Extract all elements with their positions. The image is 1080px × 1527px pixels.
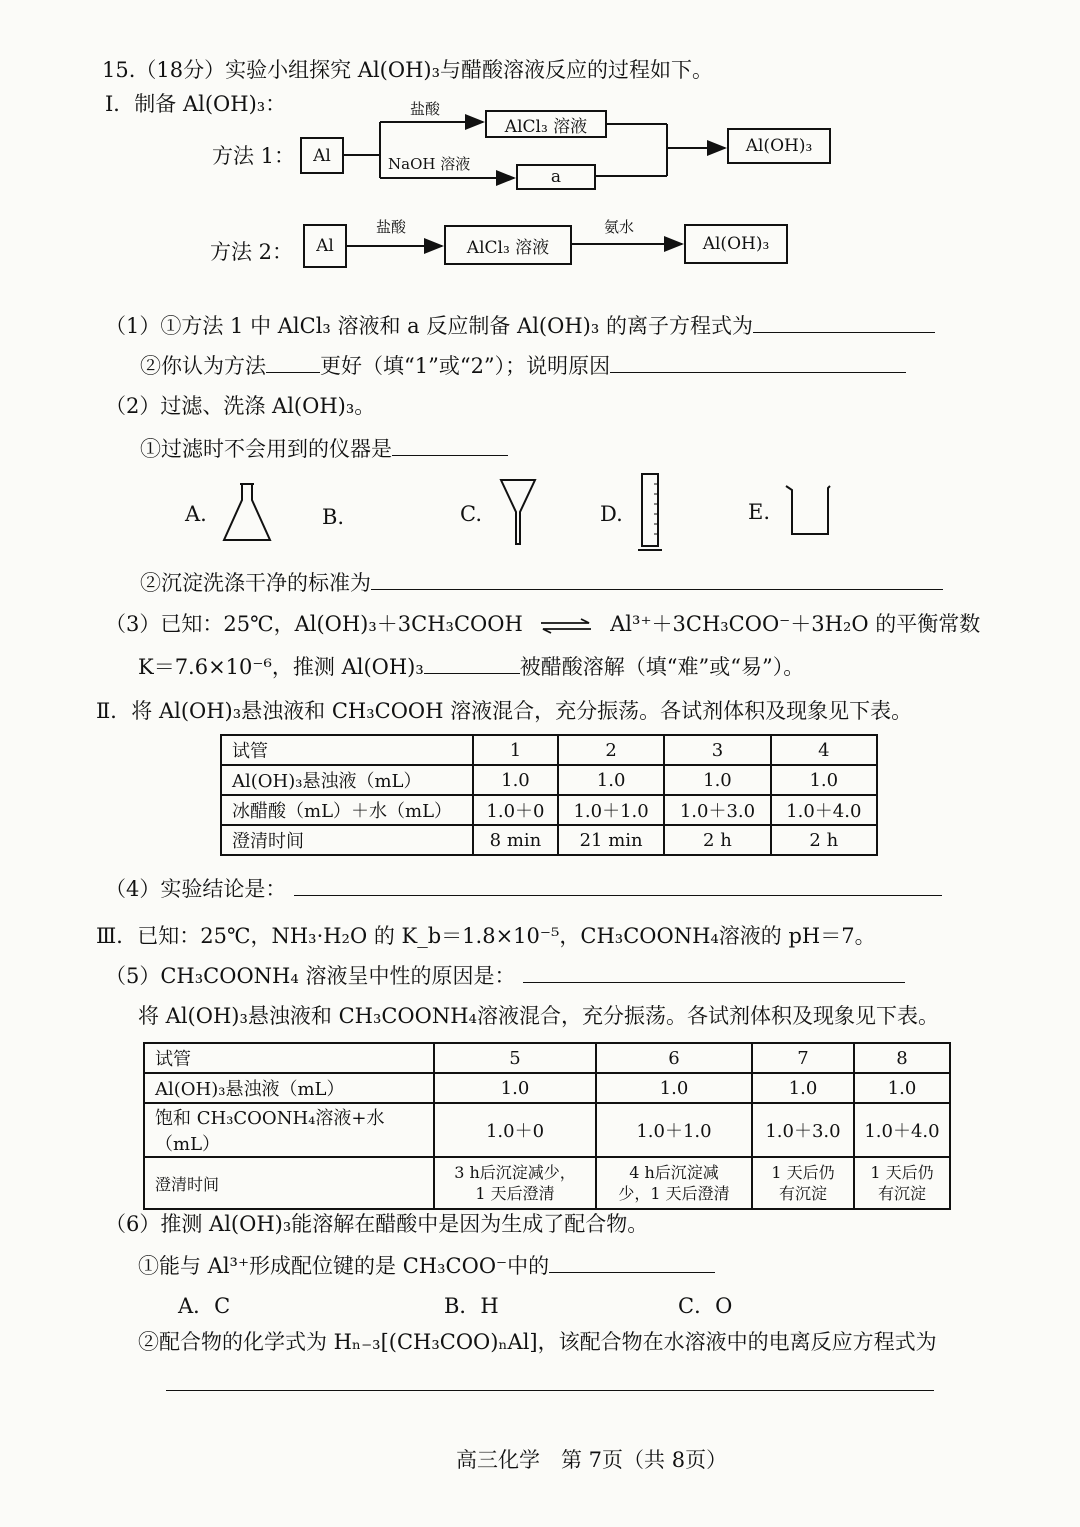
table-row: Al(OH)₃悬浊液（mL） 1.0 1.0 1.0 1.0	[144, 1073, 950, 1103]
table-row: 澄清时间 8 min 21 min 2 h 2 h	[221, 825, 877, 855]
answer-blank-difficulty[interactable]	[424, 651, 520, 674]
q6-part1: ①能与 Al³⁺形成配位键的是 CH₃COO⁻中的	[138, 1250, 715, 1280]
page-footer: 高三化学 第 7页（共 8页）	[456, 1448, 728, 1472]
table-row: 试管 5 6 7 8	[144, 1043, 950, 1073]
q6-part2: ②配合物的化学式为 Hₙ₋₃[(CH₃COO)ₙAl]，该配合物在水溶液中的电离反应方程式为	[138, 1330, 937, 1354]
alcl3-box-1: AlCl₃ 溶液	[485, 110, 607, 138]
option-b-label: B.	[322, 505, 345, 529]
diagram-arrows	[0, 0, 1080, 300]
part-2-heading: Ⅱ．将 Al(OH)₃悬浊液和 CH₃COOH 溶液混合，充分振荡。各试剂体积及现象见下表。	[96, 699, 913, 723]
question-title: 15.（18分）实验小组探究 Al(OH)₃与醋酸溶液反应的过程如下。	[102, 58, 714, 82]
q2-part1: ①过滤时不会用到的仪器是	[140, 433, 508, 463]
hcl-label-2: 盐酸	[376, 218, 407, 236]
q6-option-b: B．H	[444, 1294, 499, 1318]
q2-part2: ②沉淀洗涤干净的标准为	[140, 567, 943, 597]
table-row: Al(OH)₃悬浊液（mL） 1.0 1.0 1.0 1.0	[221, 765, 877, 795]
part-3-heading: Ⅲ．已知：25℃，NH₃·H₂O 的 K_b＝1.8×10⁻⁵，CH₃COONH₄溶液的 pH＝7。	[96, 924, 876, 948]
hcl-label-1: 盐酸	[410, 100, 441, 118]
answer-blank-apparatus[interactable]	[392, 433, 508, 456]
option-c-label: C.	[460, 502, 482, 526]
answer-blank-reason[interactable]	[610, 350, 906, 373]
q2-heading: （2）过滤、洗涤 Al(OH)₃。	[105, 394, 376, 418]
equilibrium-arrow-icon	[539, 618, 593, 634]
answer-blank-q1-1[interactable]	[753, 310, 935, 333]
method-2-label: 方法 2：	[210, 240, 294, 264]
aloh3-box-1: Al(OH)₃	[727, 128, 831, 164]
option-e-label: E.	[748, 500, 771, 524]
alcl3-box-2: AlCl₃ 溶液	[444, 225, 572, 265]
q6-option-a: A．C	[178, 1294, 231, 1318]
beaker-icon	[782, 482, 834, 540]
table-row: 冰醋酸（mL）＋水（mL） 1.0＋0 1.0＋1.0 1.0＋3.0 1.0＋4.0	[221, 795, 877, 825]
answer-blank-washing[interactable]	[371, 567, 943, 590]
answer-blank-method[interactable]	[266, 350, 320, 373]
al-box-2: Al	[303, 224, 347, 268]
table-row: 试管 1 2 3 4	[221, 735, 877, 765]
ammonia-label: 氨水	[604, 218, 635, 236]
erlenmeyer-flask-icon	[220, 480, 274, 546]
q6-heading: （6）推测 Al(OH)₃能溶解在醋酸中是因为生成了配合物。	[105, 1212, 649, 1236]
q3-line1: （3）已知：25℃，Al(OH)₃＋3CH₃COOH Al³⁺＋3CH₃COO⁻＋3H₂O 的平衡常数	[105, 612, 981, 636]
q4: （4）实验结论是：	[105, 873, 942, 903]
q3-line2: K＝7.6×10⁻⁶，推测 Al(OH)₃ 被醋酸溶解（填“难”或“易”）。	[138, 651, 804, 681]
option-d-label: D.	[600, 502, 623, 526]
naoh-label: NaOH 溶液	[388, 155, 471, 173]
part-1-heading: Ⅰ．制备 Al(OH)₃：	[105, 92, 287, 116]
q5-instruction: 将 Al(OH)₃悬浊液和 CH₃COONH₄溶液混合，充分振荡。各试剂体积及现象见下表。	[138, 1004, 939, 1028]
table-row: 饱和 CH₃COONH₄溶液+水（mL） 1.0＋0 1.0＋1.0 1.0＋3.0 1.0＋4.0	[144, 1103, 950, 1157]
table-acetic-acid	[220, 734, 878, 856]
reagent-a-box: a	[516, 164, 596, 190]
answer-blank-ionization[interactable]	[166, 1368, 934, 1391]
aloh3-box-2: Al(OH)₃	[684, 224, 788, 264]
table-row: 澄清时间 3 h后沉淀减少， 1 天后澄清 4 h后沉淀减 少，1 天后澄清 1 天后仍 有沉淀 1 天后仍 有沉淀	[144, 1157, 950, 1209]
q1-part2: ②你认为方法 更好（填“1”或“2”）；说明原因	[140, 350, 906, 380]
method-1-label: 方法 1：	[212, 144, 296, 168]
funnel-icon	[498, 476, 538, 548]
q6-option-c: C．O	[678, 1294, 733, 1318]
answer-blank-coordinating-atom[interactable]	[549, 1250, 715, 1273]
table-ammonium-acetate	[143, 1042, 951, 1210]
al-box-1: Al	[300, 137, 344, 174]
answer-blank-conclusion[interactable]	[294, 873, 942, 896]
answer-blank-neutral-reason[interactable]	[523, 960, 905, 983]
q1-part1: （1）①方法 1 中 AlCl₃ 溶液和 a 反应制备 Al(OH)₃ 的离子方程式为	[105, 310, 935, 340]
option-a-label: A.	[185, 502, 207, 526]
q5: （5）CH₃COONH₄ 溶液呈中性的原因是：	[105, 960, 905, 990]
graduated-cylinder-icon	[634, 470, 668, 556]
